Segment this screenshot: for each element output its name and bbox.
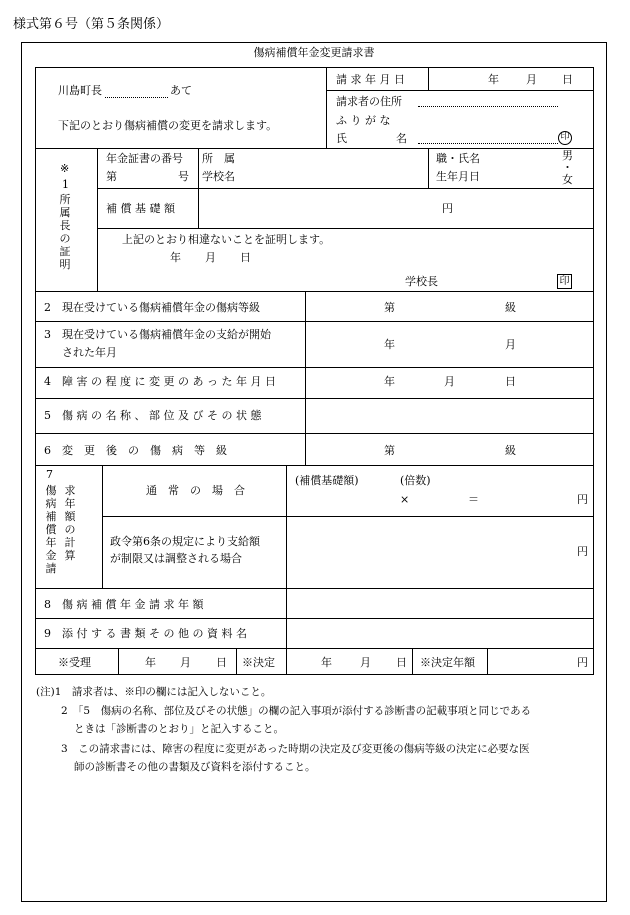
decided-day: 日 — [396, 656, 407, 669]
row3-label-line2: された年月 — [62, 346, 117, 359]
addressee-suffix: あて — [170, 84, 192, 97]
equals-sign: ＝ — [468, 493, 479, 506]
received-year: 年 — [145, 656, 156, 669]
birth-date-label: 生年月日 — [436, 170, 480, 183]
note-2-line1: 2 「5 傷病の名称、部位及びその状態」の欄の記入事項が添付する診断書の記載事項と同じである — [61, 705, 532, 717]
note-1: (注)1 請求者は、※印の欄には記入しないこと。 — [36, 686, 272, 698]
row4-day: 日 — [505, 375, 516, 388]
claimant-name-label-1: 氏 — [336, 132, 347, 145]
section7-side-col2: 求年額の計算 — [64, 484, 76, 562]
row3-label-line1: 3 現在受けている傷病補償年金の支給が開始 — [44, 328, 271, 341]
claimant-address-label: 請求者の住所 — [336, 95, 402, 108]
certification-month: 月 — [205, 251, 216, 264]
principal-seal-mark: 印 — [557, 274, 572, 289]
section1-side-title: 所属長の証明 — [59, 193, 71, 271]
sex-female: 女 — [562, 173, 573, 186]
decided-amount-unit: 円 — [577, 656, 588, 669]
base-amount-col-label: (補償基礎額) — [295, 474, 359, 487]
row2-prefix: 第 — [384, 301, 395, 314]
received-month: 月 — [180, 656, 191, 669]
claimant-name-label-2: 名 — [396, 132, 407, 145]
certification-day: 日 — [240, 251, 251, 264]
decided-year: 年 — [321, 656, 332, 669]
claim-date-year: 年 — [488, 73, 499, 86]
row3-month: 月 — [505, 338, 516, 351]
row3-year: 年 — [384, 338, 395, 351]
addressee-town: 川島町長 — [58, 84, 102, 97]
base-amount-unit: 円 — [442, 202, 453, 215]
certification-year: 年 — [170, 251, 181, 264]
row4-year: 年 — [384, 375, 395, 388]
claimant-seal-mark: 印 — [558, 131, 572, 145]
claim-date-day: 日 — [562, 73, 573, 86]
claim-date-label: 請 求 年 月 日 — [336, 73, 405, 86]
row5-label: 5 傷 病 の 名 称 、 部 位 及 び そ の 状 態 — [44, 409, 262, 422]
claim-date-month: 月 — [526, 73, 537, 86]
section7-number: 7 — [46, 468, 53, 481]
ratio-col-label: (倍数) — [400, 474, 431, 487]
row6-label: 6 変 更 後 の 傷 病 等 級 — [44, 444, 227, 457]
section1-mark: ※ — [60, 162, 70, 175]
sex-male: 男 — [562, 149, 573, 162]
school-name-label: 学校名 — [202, 170, 235, 183]
section1-number: 1 — [62, 178, 69, 191]
row4-label: 4 障 害 の 程 度 に 変 更 の あ っ た 年 月 日 — [44, 375, 276, 388]
multiply-sign: × — [400, 493, 410, 506]
normal-case-unit: 円 — [577, 493, 588, 506]
request-intro: 下記のとおり傷病補償の変更を請求します。 — [58, 119, 278, 132]
claimant-furigana-label: ふ り が な — [336, 114, 391, 127]
form-number-label: 様式第６号（第５条関係） — [13, 17, 170, 32]
received-day: 日 — [216, 656, 227, 669]
received-label: ※受理 — [58, 656, 91, 669]
certification-text: 上記のとおり相違ないことを証明します。 — [122, 233, 331, 246]
row4-month: 月 — [444, 375, 455, 388]
adjusted-case-line1: 政令第6条の規定により支給額 — [110, 535, 260, 548]
pension-number-suffix: 号 — [178, 170, 189, 183]
note-3-line1: 3 この請求書には、障害の程度に変更があった時期の決定及び変更後の傷病等級の決定に必要な医 — [61, 743, 530, 755]
adjusted-case-line2: が制限又は調整される場合 — [110, 552, 242, 565]
adjusted-case-unit: 円 — [577, 545, 588, 558]
pension-number-prefix: 第 — [106, 170, 117, 183]
row6-prefix: 第 — [384, 444, 395, 457]
affiliation-label: 所 属 — [202, 152, 235, 165]
row6-suffix: 級 — [505, 444, 516, 457]
note-3-line2: 師の診断書その他の書類及び資料を添付すること。 — [74, 761, 316, 773]
pension-number-label: 年金証書の番号 — [106, 152, 183, 165]
row8-label: 8 傷 病 補 償 年 金 請 求 年 額 — [44, 598, 204, 611]
form-title: 傷病補償年金変更請求書 — [253, 46, 375, 59]
decided-amount-label: ※決定年額 — [420, 656, 475, 669]
section7-side-col1: 傷病補償年金請 — [45, 484, 57, 575]
sex-separator: ・ — [562, 161, 573, 174]
job-name-label: 職・氏名 — [436, 152, 480, 165]
base-amount-label: 補 償 基 礎 額 — [106, 202, 175, 215]
row2-suffix: 級 — [505, 301, 516, 314]
note-2-line2: ときは「診断書のとおり」と記入すること。 — [74, 723, 284, 735]
row2-label: 2 現在受けている傷病補償年金の傷病等級 — [44, 301, 260, 314]
decided-month: 月 — [360, 656, 371, 669]
row9-label: 9 添 付 す る 書 類 そ の 他 の 資 料 名 — [44, 627, 247, 640]
decided-label: ※決定 — [242, 656, 275, 669]
normal-case-label: 通 常 の 場 合 — [146, 484, 245, 497]
principal-label: 学校長 — [405, 275, 438, 288]
